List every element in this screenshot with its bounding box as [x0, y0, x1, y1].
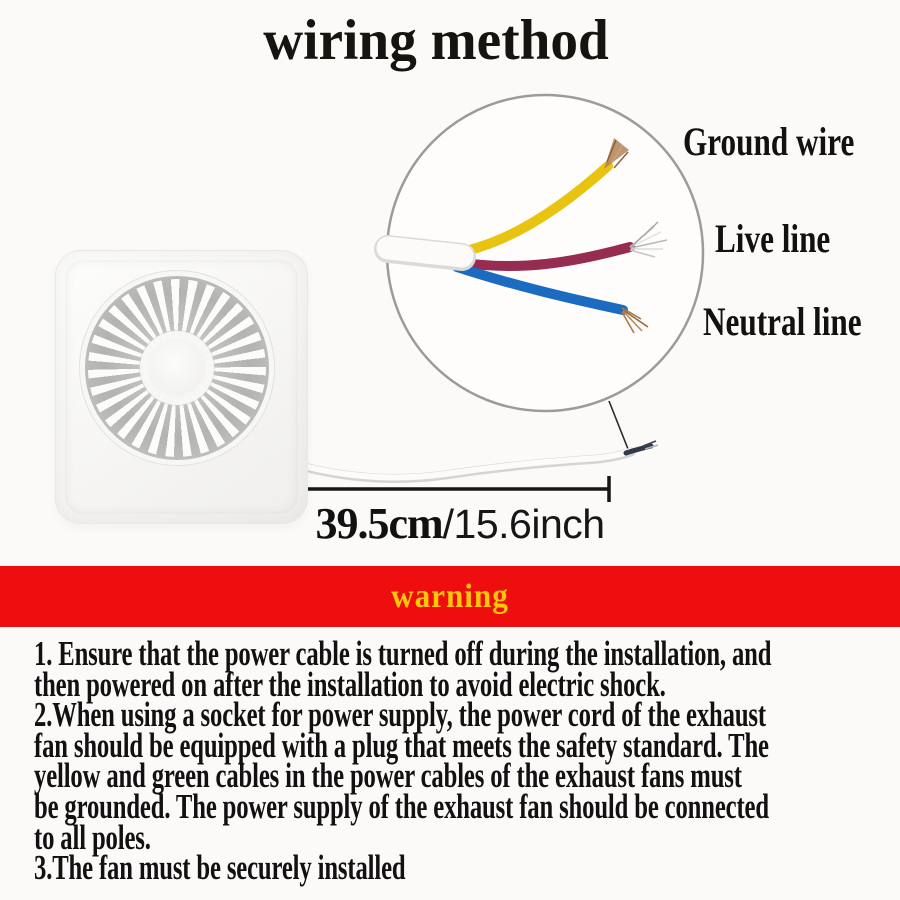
cable-tip	[626, 446, 651, 453]
cable-length-measurement	[280, 498, 640, 549]
warning-line: be grounded. The power supply of the exhaust fan should be connected	[34, 786, 769, 826]
label-ground-wire: Ground wire	[683, 119, 855, 164]
warning-line: 3.The fan must be securely installed	[34, 848, 406, 888]
warning-text	[34, 634, 900, 888]
warning-banner-label: warning	[391, 578, 509, 615]
label-neutral-line: Neutral line	[703, 299, 862, 344]
warning-line: 2.When using a socket for power supply, the power cord of the exhaust	[34, 695, 766, 735]
warning-banner	[0, 566, 900, 627]
imperial-length	[443, 501, 605, 547]
page-title: wiring method	[263, 9, 609, 72]
warning-line: fan should be equipped with a plug that meets the safety standard. The	[34, 725, 769, 765]
length-separator: /	[442, 501, 454, 547]
cable-sheath	[388, 248, 462, 257]
warning-line: 1. Ensure that the power cable is turned off during the installation, and	[34, 634, 772, 673]
fan-wheel	[85, 276, 269, 460]
exhaust-fan-photo	[55, 250, 308, 524]
metric-length: 39.5cm	[315, 499, 443, 548]
imperial-value: 15.6inch	[453, 501, 605, 547]
label-live-line: Live line	[715, 216, 831, 261]
warning-line: then powered on after the installation to avoid electric shock.	[34, 664, 666, 704]
warning-lines	[34, 634, 900, 888]
fan-blades	[88, 279, 266, 457]
warning-line: to all poles.	[34, 817, 151, 857]
fan-hub	[150, 341, 204, 395]
pointer-line	[609, 401, 628, 449]
power-cable	[300, 441, 658, 478]
warning-line: yellow and green cables in the power cables of the exhaust fans must	[34, 756, 742, 796]
